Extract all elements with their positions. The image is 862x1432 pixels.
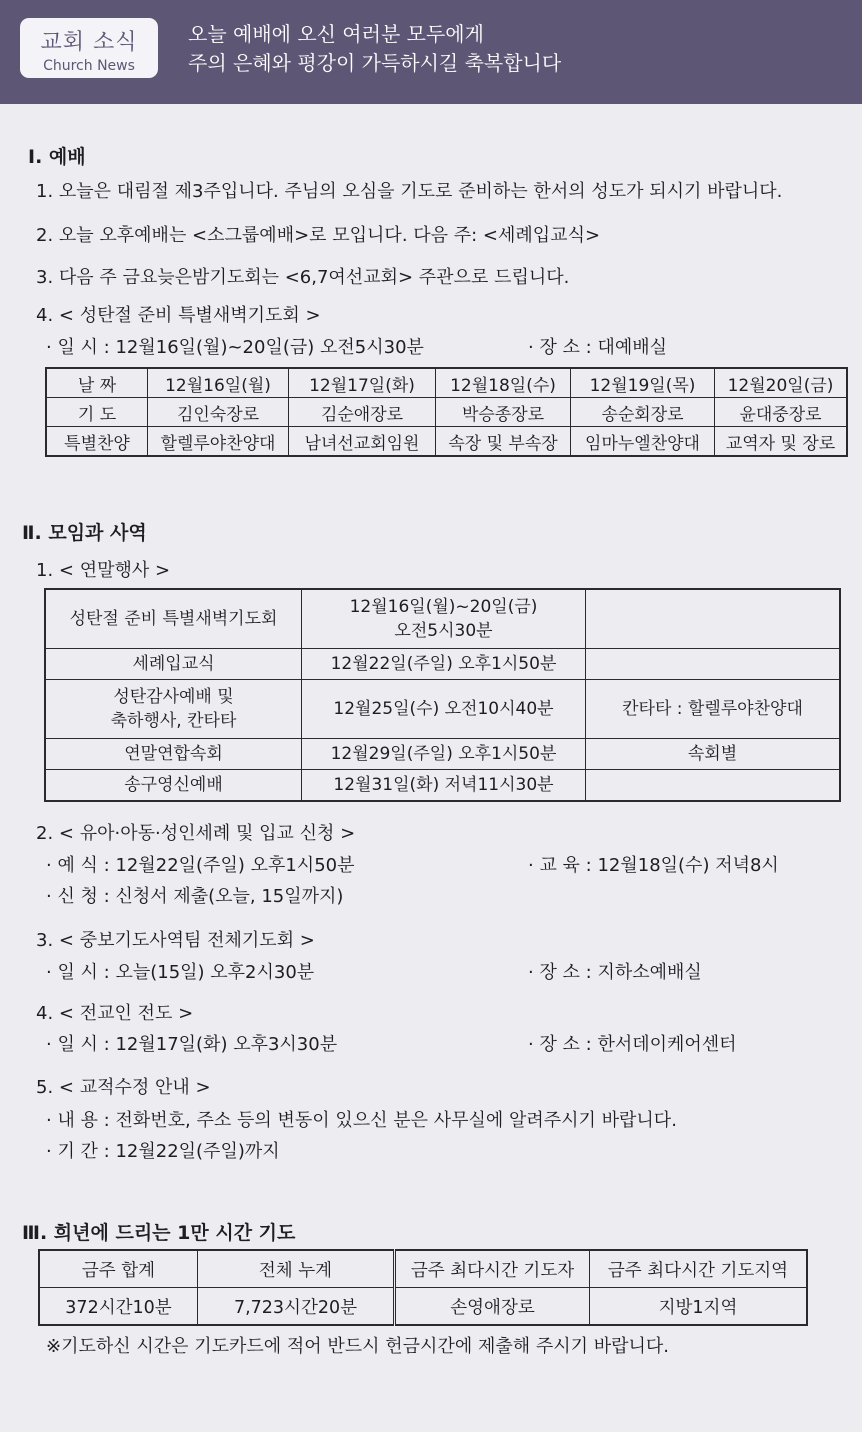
table-cell: 박승종장로 <box>436 398 571 427</box>
event-date <box>302 589 586 649</box>
table-header-cell: 금주 최다시간 기도자 <box>395 1250 590 1288</box>
table-row <box>39 1288 807 1326</box>
evangelism-place: · 장 소 : 한서데이케어센터 <box>528 1034 737 1055</box>
table-row <box>46 427 847 457</box>
table-cell: 김순애장로 <box>289 398 436 427</box>
table-cell: 날 짜 <box>46 368 148 398</box>
table-cell: 임마누엘찬양대 <box>571 427 715 457</box>
event-name: 성탄절 준비 특별새벽기도회 <box>45 589 302 649</box>
table-cell: 교역자 및 장로 <box>715 427 848 457</box>
baptism-ceremony: · 예 식 : 12월22일(주일) 오후1시50분 <box>46 855 355 876</box>
event-name: 송구영신예배 <box>45 770 302 802</box>
event-name-line: 축하행사, 칸타타 <box>110 711 237 731</box>
dawn-prayer-schedule-table <box>45 367 848 457</box>
table-cell: 12월18일(수) <box>436 368 571 398</box>
baptism-title: 2. < 유아·아동·성인세례 및 입교 신청 > <box>36 823 356 844</box>
table-cell: 12월16일(월) <box>148 368 289 398</box>
event-date-line: 오전5시30분 <box>394 621 493 641</box>
event-name: 연말연합속회 <box>45 739 302 770</box>
table-cell: 12월17일(화) <box>289 368 436 398</box>
table-cell: 12월20일(금) <box>715 368 848 398</box>
table-cell: 윤대중장로 <box>715 398 848 427</box>
event-date: 12월31일(화) 저녁11시30분 <box>302 770 586 802</box>
table-row <box>45 680 840 739</box>
year-end-events-table <box>44 588 841 802</box>
table-header-cell: 금주 최다시간 기도지역 <box>590 1250 808 1288</box>
table-cell: 특별찬양 <box>46 427 148 457</box>
table-row <box>39 1250 807 1288</box>
greeting-line-2: 주의 은혜와 평강이 가득하시길 축복합니다 <box>188 51 562 75</box>
table-row <box>45 589 840 649</box>
table-row <box>46 368 847 398</box>
event-name: 세례입교식 <box>45 649 302 680</box>
prayer-hours-table <box>38 1249 808 1326</box>
church-news-badge <box>20 18 158 78</box>
section-2-title: Ⅱ. 모임과 사역 <box>22 522 147 544</box>
section-3-title: Ⅲ. 희년에 드리는 1만 시간 기도 <box>22 1222 296 1244</box>
event-date: 12월22일(주일) 오후1시50분 <box>302 649 586 680</box>
table-row <box>45 770 840 802</box>
intercession-title: 3. < 중보기도사역팀 전체기도회 > <box>36 930 315 951</box>
table-cell: 손영애장로 <box>395 1288 590 1326</box>
header-banner <box>0 0 862 104</box>
section-1-title: Ⅰ. 예배 <box>28 146 86 168</box>
worship-item-4-title: 4. < 성탄절 준비 특별새벽기도회 > <box>36 305 321 326</box>
event-name-line: 성탄감사예배 및 <box>113 687 234 707</box>
event-note: 속회별 <box>586 739 841 770</box>
table-cell: 지방1지역 <box>590 1288 808 1326</box>
event-note <box>586 649 841 680</box>
table-cell: 7,723시간20분 <box>198 1288 395 1326</box>
worship-item-3: 3. 다음 주 금요늦은밤기도회는 <6,7여선교회> 주관으로 드립니다. <box>36 267 570 288</box>
table-cell: 기 도 <box>46 398 148 427</box>
table-row <box>45 649 840 680</box>
event-date-line: 12월16일(월)~20일(금) <box>349 597 538 617</box>
table-cell: 할렐루야찬양대 <box>148 427 289 457</box>
table-cell: 12월19일(목) <box>571 368 715 398</box>
registry-title: 5. < 교적수정 안내 > <box>36 1077 211 1098</box>
evangelism-title: 4. < 전교인 전도 > <box>36 1003 194 1024</box>
prayer-note: ※기도하신 시간은 기도카드에 적어 반드시 헌금시간에 제출해 주시기 바랍니다. <box>46 1336 669 1357</box>
greeting-line-1: 오늘 예배에 오신 여러분 모두에게 <box>188 22 484 46</box>
worship-item-4-place: · 장 소 : 대예배실 <box>528 337 668 358</box>
event-date: 12월25일(수) 오전10시40분 <box>302 680 586 739</box>
event-note: 칸타타 : 할렐루야찬양대 <box>586 680 841 739</box>
event-name <box>45 680 302 739</box>
table-row <box>45 739 840 770</box>
worship-item-1: 1. 오늘은 대림절 제3주입니다. 주님의 오심을 기도로 준비하는 한서의 성도가 되시기 바랍니다. <box>36 181 783 202</box>
table-cell: 속장 및 부속장 <box>436 427 571 457</box>
worship-item-2: 2. 오늘 오후예배는 <소그룹예배>로 모입니다. 다음 주: <세례입교식> <box>36 225 601 246</box>
event-note <box>586 589 841 649</box>
worship-item-4-time: · 일 시 : 12월16일(월)~20일(금) 오전5시30분 <box>46 337 424 358</box>
events-title: 1. < 연말행사 > <box>36 560 171 581</box>
table-cell: 송순회장로 <box>571 398 715 427</box>
registry-period: · 기 간 : 12월22일(주일)까지 <box>46 1141 280 1162</box>
baptism-application: · 신 청 : 신청서 제출(오늘, 15일까지) <box>46 886 344 907</box>
intercession-place: · 장 소 : 지하소예배실 <box>528 962 702 983</box>
table-cell: 남녀선교회임원 <box>289 427 436 457</box>
badge-title-en: Church News <box>43 58 135 74</box>
evangelism-time: · 일 시 : 12월17일(화) 오후3시30분 <box>46 1034 338 1055</box>
baptism-education: · 교 육 : 12월18일(수) 저녁8시 <box>528 855 779 876</box>
intercession-time: · 일 시 : 오늘(15일) 오후2시30분 <box>46 962 315 983</box>
greeting-message <box>188 20 561 78</box>
table-header-cell: 전체 누계 <box>198 1250 395 1288</box>
table-row <box>46 398 847 427</box>
table-cell: 372시간10분 <box>39 1288 198 1326</box>
table-cell: 김인숙장로 <box>148 398 289 427</box>
event-date: 12월29일(주일) 오후1시50분 <box>302 739 586 770</box>
table-header-cell: 금주 합계 <box>39 1250 198 1288</box>
badge-title-ko: 교회 소식 <box>40 30 138 55</box>
event-note <box>586 770 841 802</box>
registry-content: · 내 용 : 전화번호, 주소 등의 변동이 있으신 분은 사무실에 알려주시기 바랍니다. <box>46 1110 677 1131</box>
